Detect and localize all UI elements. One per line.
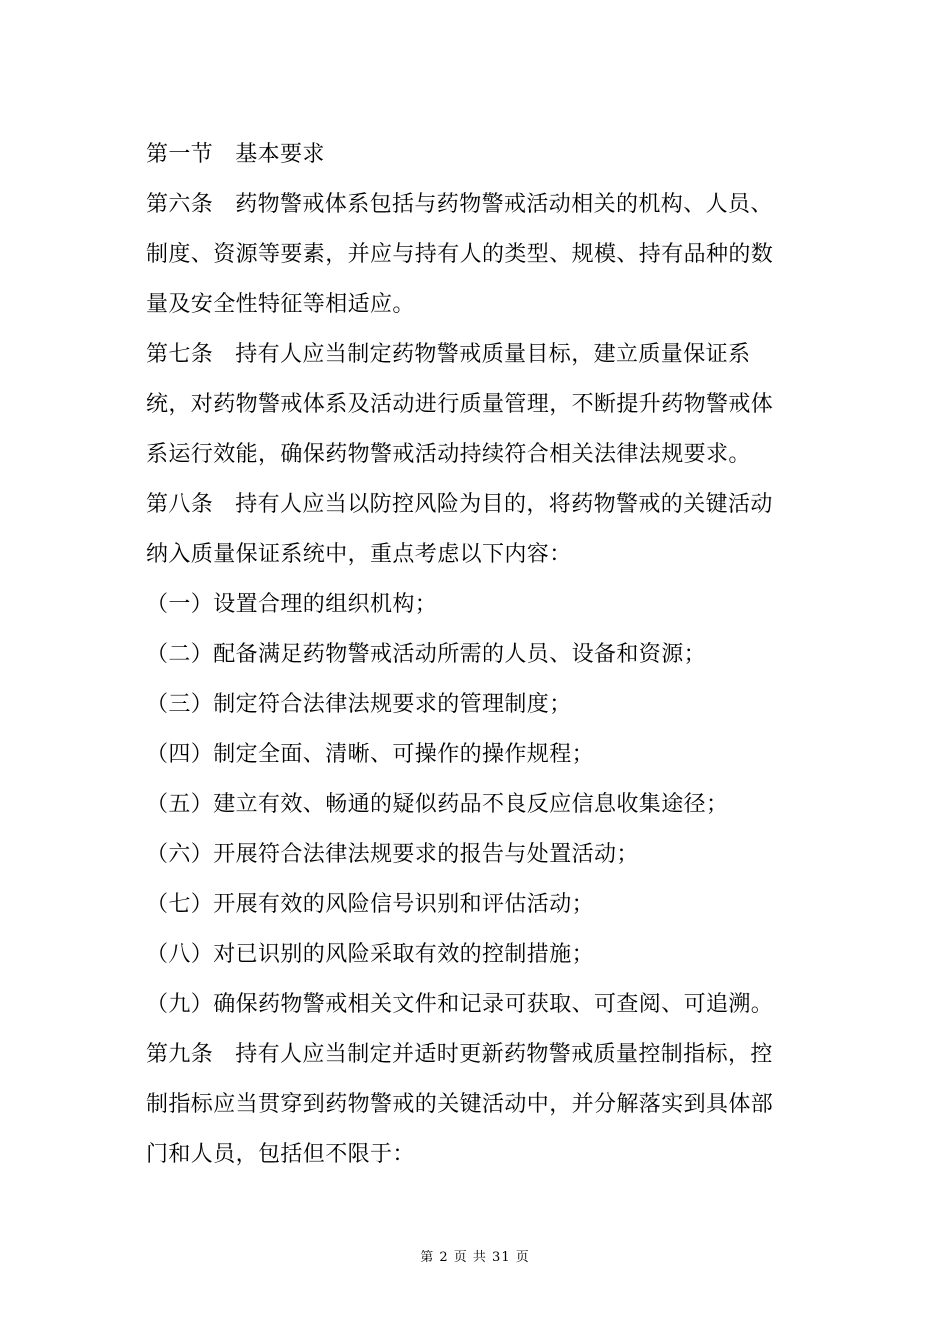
list-item: （一）设置合理的组织机构； [146, 592, 438, 617]
article-line [146, 180, 810, 230]
article-text: 持有人应当制定药物警戒质量目标，建立质量保证系 [235, 342, 751, 367]
page-number-footer: 第 2 页 共 31 页 [420, 1250, 530, 1265]
article-label: 第八条 [146, 492, 214, 517]
list-item: （九）确保药物警戒相关文件和记录可获取、可查阅、可追溯。 [146, 992, 774, 1017]
article-line [146, 1030, 810, 1080]
list-item: （四）制定全面、清晰、可操作的操作规程； [146, 742, 595, 767]
article-text: 持有人应当制定并适时更新药物警戒质量控制指标，控 [235, 1042, 773, 1067]
article-text: 药物警戒体系包括与药物警戒活动相关的机构、人员、 [235, 192, 773, 217]
list-item: （八）对已识别的风险采取有效的控制措施； [146, 942, 595, 967]
paragraph-line: 量及安全性特征等相适应。 [146, 292, 415, 317]
paragraph-line: 制度、资源等要素，并应与持有人的类型、规模、持有品种的数 [146, 242, 774, 267]
article-label: 第六条 [146, 192, 214, 217]
list-item: （二）配备满足药物警戒活动所需的人员、设备和资源； [146, 642, 707, 667]
article-line [146, 480, 810, 530]
list-item: （五）建立有效、畅通的疑似药品不良反应信息收集途径； [146, 792, 729, 817]
section-heading [146, 130, 810, 180]
list-item: （七）开展有效的风险信号识别和评估活动； [146, 892, 595, 917]
document-body [146, 130, 810, 1180]
article-line [146, 330, 810, 380]
paragraph-line: 门和人员，包括但不限于： [146, 1142, 415, 1167]
article-label: 第九条 [146, 1042, 214, 1067]
article-label: 第七条 [146, 342, 214, 367]
paragraph-line: 统，对药物警戒体系及活动进行质量管理，不断提升药物警戒体 [146, 392, 774, 417]
list-item: （六）开展符合法律法规要求的报告与处置活动； [146, 842, 639, 867]
paragraph-line: 纳入质量保证系统中，重点考虑以下内容： [146, 542, 572, 567]
paragraph-line: 系运行效能，确保药物警戒活动持续符合相关法律法规要求。 [146, 442, 751, 467]
section-title: 基本要求 [235, 142, 325, 167]
paragraph-line: 制指标应当贯穿到药物警戒的关键活动中，并分解落实到具体部 [146, 1092, 774, 1117]
section-number: 第一节 [146, 142, 214, 167]
list-item: （三）制定符合法律法规要求的管理制度； [146, 692, 572, 717]
article-text: 持有人应当以防控风险为目的，将药物警戒的关键活动 [235, 492, 773, 517]
